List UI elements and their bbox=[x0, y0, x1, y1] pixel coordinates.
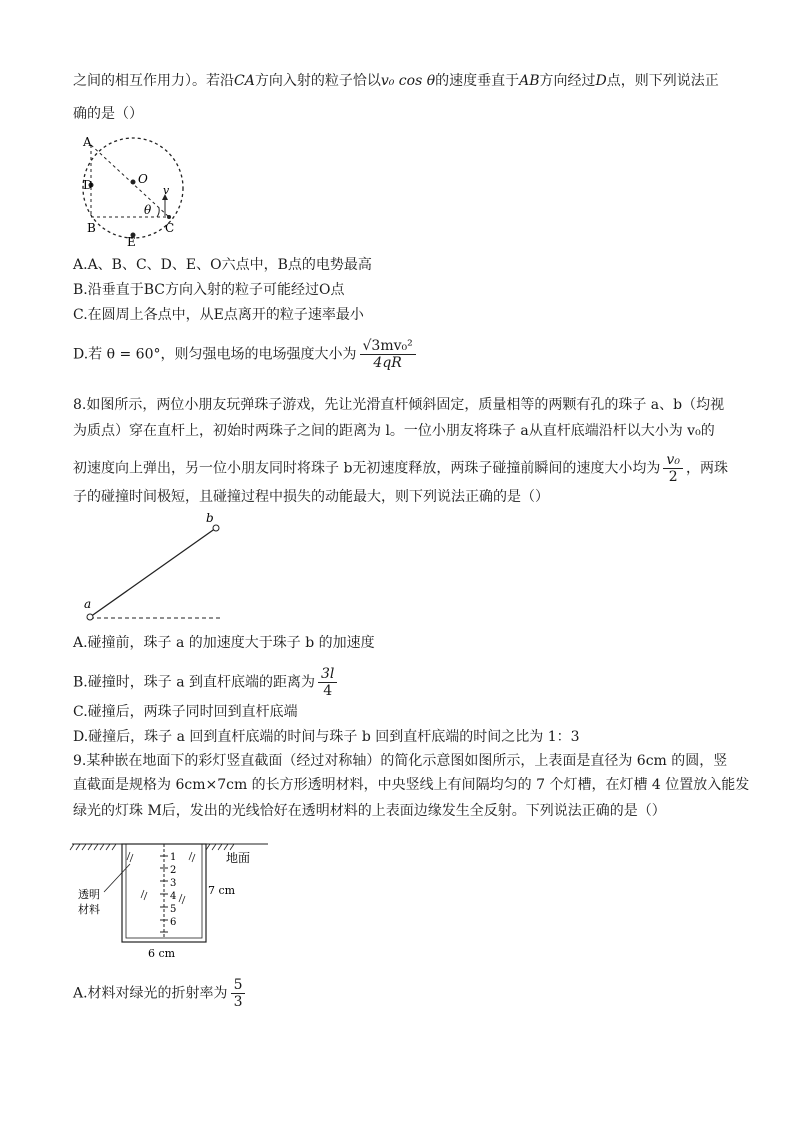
q8-label-a: a bbox=[84, 597, 92, 611]
q8-rod bbox=[90, 528, 216, 617]
q7-theta-arc bbox=[157, 208, 159, 217]
q7-line-1: 之间的相互作用力）。若沿CA方向入射的粒子恰以v₀ cos θ的速度垂直于AB方向经过D点，则下列说法正 bbox=[73, 73, 719, 89]
q8-line-2: 为质点）穿在直杆上，初始时两珠子之间的距离为 l。一位小朋友将珠子 a从直杆底端沿杆以大小为 v₀的 bbox=[73, 423, 715, 439]
q7-point-c bbox=[167, 215, 171, 219]
q9-label-height: 7 cm bbox=[208, 884, 236, 897]
q9-label-width: 6 cm bbox=[148, 947, 176, 960]
q9-slot-6: 6 bbox=[170, 917, 177, 928]
q7-line-2: 确的是（） bbox=[73, 106, 143, 122]
q7-label-theta: θ bbox=[144, 203, 152, 217]
q9-slot-5: 5 bbox=[170, 904, 177, 915]
q9-line-1: 9.某种嵌在地面下的彩灯竖直截面（经过对称轴）的简化示意图如图所示，上表面是直径为 6cm 的圆，竖 bbox=[73, 753, 728, 769]
q7-option-b: B.沿垂直于BC方向入射的粒子可能经过O点 bbox=[73, 282, 345, 298]
q8-velocity-fraction: $\frac{\text{v₀}}{2}$ bbox=[663, 452, 683, 485]
q7-label-d: D bbox=[83, 178, 93, 192]
q8-option-d: D.碰撞后，珠子 a 回到直杆底端的时间与珠子 b 回到直杆底端的时间之比为 1：3 bbox=[73, 729, 580, 745]
q8-line-4: 子的碰撞时间极短，且碰撞过程中损失的动能最大，则下列说法正确的是（） bbox=[73, 489, 549, 505]
q9-lamp-figure bbox=[70, 838, 290, 963]
q7-option-d: D.若 θ = 60°，则匀强电场的电场强度大小为 $\frac{\text{√3mv₀²}}{4qR}$ bbox=[73, 338, 419, 371]
q8-bead-a bbox=[87, 614, 93, 620]
q9-glass-marks bbox=[127, 852, 195, 904]
q9-label-material-2: 材料 bbox=[78, 903, 100, 916]
q9-label-material-1: 透明 bbox=[78, 888, 100, 901]
q8-line-1: 8.如图所示，两位小朋友玩弹珠子游戏，先让光滑直杆倾斜固定，质量相等的两颗有孔的珠子 a、b（均视 bbox=[73, 397, 725, 413]
q7-option-a: A.A、B、C、D、E、O六点中，B点的电势最高 bbox=[73, 257, 372, 273]
q9-slot-3: 3 bbox=[170, 878, 177, 889]
q9-line-3: 绿光的灯珠 M后，发出的光线恰好在透明材料的上表面边缘发生全反射。下列说法正确的是（） bbox=[73, 803, 666, 819]
q8-bead-b bbox=[213, 525, 219, 531]
q8-option-b-fraction: $\frac{3l}{4}$ bbox=[318, 666, 337, 699]
q9-slot-1: 1 bbox=[170, 852, 177, 863]
q7-circle-figure bbox=[70, 128, 200, 250]
q8-label-b: b bbox=[206, 511, 214, 525]
q7-point-o bbox=[131, 180, 136, 185]
q9-label-ground: 地面 bbox=[226, 851, 251, 865]
q7-option-c: C.在圆周上各点中，从E点离开的粒子速率最小 bbox=[73, 307, 364, 323]
q8-option-a: A.碰撞前，珠子 a 的加速度大于珠子 b 的加速度 bbox=[73, 635, 375, 651]
q7-option-d-fraction: $\frac{\text{√3mv₀²}}{4qR}$ bbox=[360, 338, 416, 371]
q9-ground-hatching bbox=[70, 844, 234, 850]
q9-option-a: A.材料对绿光的折射率为 $\frac{5}{3}$ bbox=[73, 977, 248, 1010]
q7-label-b: B bbox=[87, 221, 96, 235]
q9-slot-2: 2 bbox=[170, 865, 177, 876]
q7-line-ca bbox=[91, 145, 169, 217]
q8-option-c: C.碰撞后，两珠子同时回到直杆底端 bbox=[73, 704, 298, 720]
q8-rod-figure bbox=[82, 512, 232, 627]
q7-label-c: C bbox=[165, 221, 175, 235]
q7-label-e: E bbox=[127, 235, 136, 249]
q9-line-2: 直截面是规格为 6cm×7cm 的长方形透明材料，中央竖线上有间隔均匀的 7 个灯槽，在灯槽 4 位置放入能发 bbox=[73, 777, 750, 793]
q8-line-3: 初速度向上弹出，另一位小朋友同时将珠子 b无初速度释放，两珠子碰撞前瞬间的速度大小均为 $\frac{\text{v₀}}{2}$ ，两珠 bbox=[73, 452, 728, 485]
q9-slot-4: 4 bbox=[170, 891, 177, 902]
q7-label-a: A bbox=[83, 135, 92, 149]
q8-option-b: B.碰撞时，珠子 a 到直杆底端的距离为 $\frac{3l}{4}$ bbox=[73, 666, 340, 699]
q9-option-a-fraction: $\frac{5}{3}$ bbox=[231, 977, 246, 1010]
q7-label-v: v bbox=[163, 184, 170, 197]
q7-label-o: O bbox=[138, 172, 148, 186]
